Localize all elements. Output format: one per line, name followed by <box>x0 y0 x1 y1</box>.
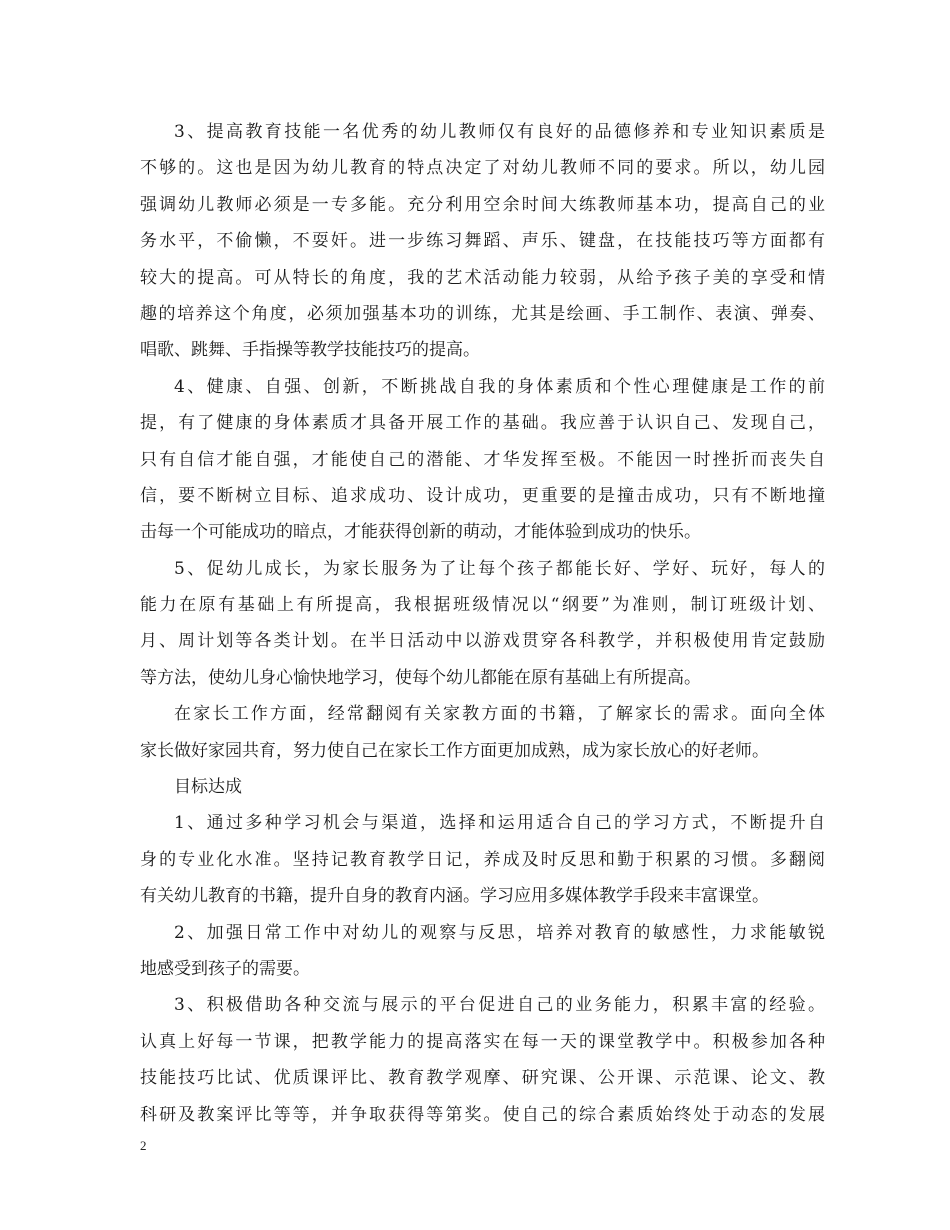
text-line: 地感受到孩子的需要。 <box>140 958 310 979</box>
text-line: 3、提高教育技能一名优秀的幼儿教师仅有良好的品德修养和专业知识素质是 <box>174 122 825 142</box>
text-line: 击每一个可能成功的暗点，才能获得创新的萌动，才能体验到成功的快乐。 <box>140 522 701 543</box>
text-line: 月、周计划等各类计划。在半日活动中以游戏贯穿各科教学，并积极使用肯定鼓励 <box>140 631 825 652</box>
text-line: 1、通过多种学习机会与渠道，选择和运用适合自己的学习方式，不断提升自 <box>174 813 825 834</box>
text-line: 身的专业化水准。坚持记教育教学日记，养成及时反思和勤于积累的习惯。多翻阅 <box>140 849 825 870</box>
text-line: 5、促幼儿成长，为家长服务为了让每个孩子都能长好、学好、玩好，每人的 <box>174 558 825 579</box>
text-line: 2、加强日常工作中对幼儿的观察与反思，培养对教育的敏感性，力求能敏锐 <box>174 922 825 943</box>
text-line: 3、积极借助各种交流与展示的平台促进自己的业务能力，积累丰富的经验。 <box>174 995 825 1016</box>
text-line: 趣的培养这个角度，必须加强基本功的训练，尤其是绘画、手工制作、表演、弹奏、 <box>140 303 825 324</box>
text-line: 4、健康、自强、创新，不断挑战自我的身体素质和个性心理健康是工作的前 <box>174 376 825 397</box>
text-line: 唱歌、跳舞、手指操等教学技能技巧的提高。 <box>140 340 480 361</box>
text-line: 务水平，不偷懒，不耍奸。进一步练习舞蹈、声乐、键盘，在技能技巧等方面都有 <box>140 231 825 252</box>
text-line: 科研及教案评比等等，并争取获得等第奖。使自己的综合素质始终处于动态的发展 <box>140 1104 825 1125</box>
text-line: 认真上好每一节课，把教学能力的提高落实在每一天的课堂教学中。积极参加各种 <box>140 1031 825 1052</box>
page-number: 2 <box>140 1138 147 1153</box>
text-line: 技能技巧比试、优质课评比、教育教学观摩、研究课、公开课、示范课、论文、教 <box>140 1068 825 1089</box>
text-line: 在家长工作方面，经常翻阅有关家教方面的书籍，了解家长的需求。面向全体 <box>174 704 825 725</box>
text-line: 目标达成 <box>174 777 242 798</box>
text-line: 等方法，使幼儿身心愉快地学习，使每个幼儿都能在原有基础上有所提高。 <box>140 667 701 688</box>
text-line: 有关幼儿教育的书籍，提升自身的教育内涵。学习应用多媒体教学手段来丰富课堂。 <box>140 886 769 907</box>
text-line: 家长做好家园共育，努力使自己在家长工作方面更加成熟，成为家长放心的好老师。 <box>140 740 769 761</box>
text-line: 信，要不断树立目标、追求成功、设计成功，更重要的是撞击成功，只有不断地撞 <box>140 485 825 506</box>
text-line: 强调幼儿教师必须是一专多能。充分利用空余时间大练教师基本功，提高自己的业 <box>140 194 825 215</box>
document-body <box>140 114 825 1133</box>
text-line: 能力在原有基础上有所提高，我根据班级情况以“纲要”为准则，制订班级计划、 <box>140 595 825 616</box>
text-line: 不够的。这也是因为幼儿教育的特点决定了对幼儿教师不同的要求。所以，幼儿园 <box>140 158 825 179</box>
text-line: 只有自信才能自强，才能使自己的潜能、才华发挥至极。不能因一时挫折而丧失自 <box>140 449 825 470</box>
text-line: 提，有了健康的身体素质才具备开展工作的基础。我应善于认识自己、发现自己， <box>140 413 825 434</box>
text-line: 较大的提高。可从特长的角度，我的艺术活动能力较弱，从给予孩子美的享受和情 <box>140 267 825 288</box>
